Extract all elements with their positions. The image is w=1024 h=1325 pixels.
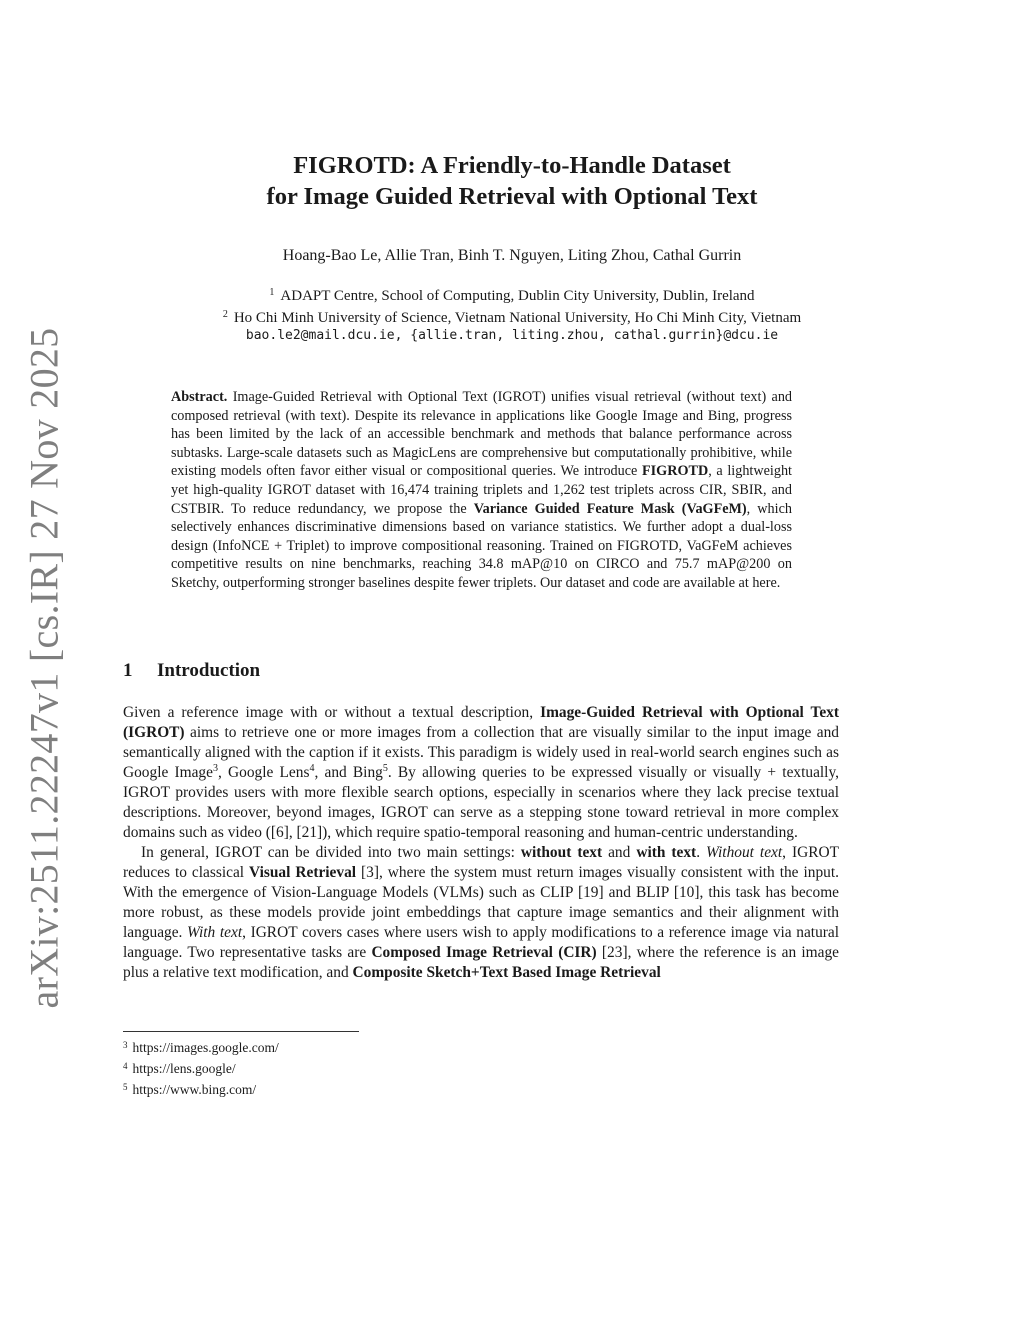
body-text: , IGROT reduces to classical — [123, 844, 840, 881]
author-emails: bao.le2@mail.dcu.ie, {allie.tran, liting.zhou, cathal.gurrin}@dcu.ie — [245, 328, 779, 343]
body-text: aims to retrieve one or more images from a collection that are visually similar to the input image and semantically aligned with the caption if it exists. This paradigm is widely used in real-world search engines such as Google Image — [123, 724, 839, 781]
body-italic: Without text — [706, 844, 783, 861]
body-text: [3], where the system must return images visually consistent with the input. With the emergence of Vision-Language Models (VLMs) such as CLIP [19] and BLIP [10], this task has become more robust, as these models provide joint embeddings that capture image semantics and their alignment with language. — [123, 864, 839, 941]
abstract-bold: Variance Guided Feature Mask (VaGFeM) — [473, 500, 747, 517]
title-line-2: for Image Guided Retrieval with Optional Text — [266, 183, 758, 210]
body-italic: With text — [187, 924, 243, 941]
body-bold: Visual Retrieval — [249, 864, 357, 881]
affiliation-text: Ho Chi Minh University of Science, Vietnam National University, Ho Chi Minh City, Vietnam — [233, 309, 802, 326]
footnote-link[interactable]: https://images.google.com/ — [132, 1040, 279, 1055]
author-list: Hoang-Bao Le, Allie Tran, Binh T. Nguyen, Liting Zhou, Cathal Gurrin — [282, 247, 742, 264]
footnote-4 — [123, 1057, 279, 1078]
footnote-mark: 4 — [123, 1061, 128, 1071]
arxiv-identifier: arXiv:2511.22247v1 [cs.IR] 27 Nov 2025 — [21, 327, 67, 1009]
body-text: [23], where the reference is an image plus a relative text modification, and — [123, 944, 839, 981]
body-text: . By allowing queries to be expressed visually or visually + textually, IGROT provides users with more flexible search options, especially in scenarios where they lack precise textual descriptions. Moreover, beyond images, IGROT can serve as a stepping stone toward retrieval in more complex domains such as video ([6], [21]), which require spatio-temporal reasoning and human-centric understanding. — [123, 764, 840, 841]
abstract-text: , which selectively enhances discriminative dimensions based on variance statistics. We further adopt a dual-loss design (InfoNCE + Triplet) to improve compositional reasoning. Trained on FIGROTD, VaGFeM achieves competitive results on nine benchmarks, reaching 34.8 mAP@10 on CIRCO and 75.7 mAP@200 on Sketchy, outperforming stronger baselines despite fewer triplets. Our dataset and code are available at here. — [171, 500, 792, 591]
intro-paragraph-1 — [123, 703, 839, 843]
affiliation-mark: 1 — [269, 287, 275, 298]
footnote-ref[interactable]: 4 — [309, 763, 315, 774]
body-text: Given a reference image with or without a textual description, — [123, 704, 541, 721]
affiliation-2 — [0, 306, 1024, 328]
body-bold: Image-Guided Retrieval with Optional Text (IGROT) — [123, 704, 839, 741]
abstract — [171, 388, 792, 593]
body-text: , Google Lens — [217, 764, 310, 781]
affiliations — [0, 284, 1024, 346]
footnote-mark: 5 — [123, 1082, 128, 1092]
footnote-link[interactable]: https://www.bing.com/ — [132, 1082, 257, 1097]
body-text: In general, IGROT can be divided into two main settings: — [141, 844, 521, 861]
footnote-mark: 3 — [123, 1040, 128, 1050]
abstract-text: Image-Guided Retrieval with Optional Text (IGROT) unifies visual retrieval (without text) and composed retrieval (with text). Despite its relevance in applications like Google Image and Bing, progress has been limited by the lack of an accessible benchmark and methods that balance performance across subtasks. Large-scale datasets such as MagicLens are comprehensive but computationally prohibitive, while existing models often favor either visual or compositional queries. We introduce — [171, 389, 793, 480]
body-text: , IGROT covers cases where users wish to apply modifications to a reference image via natural language. Two representative tasks are — [123, 924, 839, 961]
abstract-label: Abstract. — [171, 389, 228, 405]
footnotes — [123, 1036, 279, 1099]
affiliation-1 — [0, 284, 1024, 306]
intro-paragraph-2 — [123, 843, 839, 983]
body-text: . — [696, 844, 707, 861]
body-bold: Composite Sketch+Text Based Image Retrieval — [352, 964, 661, 981]
footnote-link[interactable]: https://lens.google/ — [132, 1061, 236, 1076]
footnote-5 — [123, 1078, 279, 1099]
body-bold: Composed Image Retrieval (CIR) — [371, 944, 597, 961]
paper-title — [0, 150, 1024, 212]
body-text: , and Bing — [314, 764, 383, 781]
body-text: and — [602, 844, 637, 861]
title-line-1: FIGROTD: A Friendly-to-Handle Dataset — [293, 152, 731, 179]
affiliation-mark: 2 — [222, 308, 228, 320]
section-heading — [123, 660, 260, 682]
abstract-bold: FIGROTD — [641, 463, 709, 480]
body-bold: with text — [636, 844, 697, 861]
introduction-body — [123, 703, 839, 983]
affiliation-text: ADAPT Centre, School of Computing, Dublin City University, Dublin, Ireland — [280, 288, 755, 304]
abstract-text: , a lightweight yet high-quality IGROT dataset with 16,474 training triplets and 1,262 test triplets across CIR, SBIR, and CSTBIR. To reduce redundancy, we propose the — [171, 463, 792, 517]
footnote-divider — [123, 1031, 359, 1032]
section-number: 1 — [123, 660, 133, 681]
body-bold: without text — [520, 844, 603, 861]
footnote-3 — [123, 1036, 279, 1057]
section-title: Introduction — [157, 660, 261, 681]
footnote-ref[interactable]: 3 — [212, 763, 218, 774]
footnote-ref[interactable]: 5 — [382, 763, 388, 774]
